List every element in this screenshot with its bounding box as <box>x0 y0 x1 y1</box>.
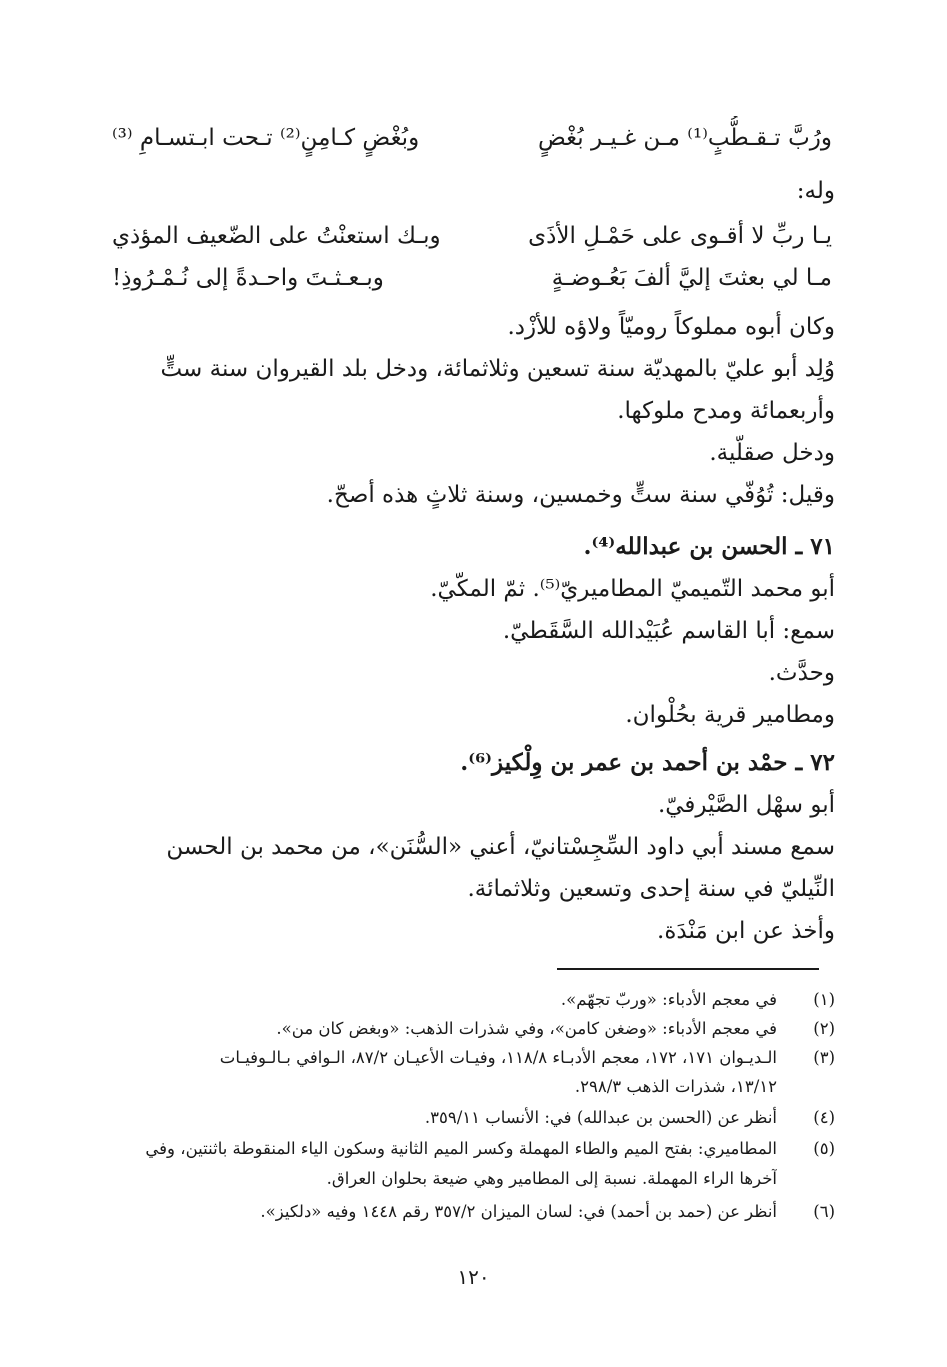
paragraph-line: وأربعمائة ومدح ملوكها. <box>617 398 835 424</box>
paragraph-line: النِّيليّ في سنة إحدى وتسعين وثلاثمائة. <box>467 876 835 902</box>
footnote-text: أنظر عن (حمد بن أحمد) في: لسان الميزان ٣٥٧/٢ رقم ١٤٤٨ وفيه «دلكيز». <box>260 1202 777 1221</box>
paragraph-line: أبو سهْل الصَّيْرفيّ. <box>657 792 835 818</box>
footnote-text: الـديـوان ١٧١، ١٧٢، معجم الأدبـاء ١١٨/٨، وفيـات الأعيـان ٨٧/٢، الـوافي بـالـوفيـات <box>219 1048 777 1067</box>
footnote-number: (٥) <box>813 1139 835 1158</box>
footnote-text: المطاميري: بفتح الميم والطاء المهملة وكسر الميم الثانية وسكون الياء المنقوطة باثنتين، وفي <box>145 1139 777 1158</box>
entry-heading-72: ٧٢ ـ حمْد بن أحمد بن عمر بن وِلْكيز⁽⁶⁾. <box>460 749 835 776</box>
paragraph-line: وأخذ عن ابن مَنْدَة. <box>657 918 835 944</box>
paragraph-line: سمع مسند أبي داود السِّجِسْتانيّ، أعني «السُّنَن»، من محمد بن الحسن <box>166 834 835 860</box>
footnote-text: آخرها الراء المهملة. نسبة إلى المطامير وهي ضيعة بحلوان العراق. <box>326 1169 777 1188</box>
footnote-number: (١) <box>813 990 835 1009</box>
verse-line <box>112 256 832 300</box>
page-number: ١٢٠ <box>457 1265 490 1289</box>
verse-second-hemistich: وبـعـثـتَ واحـدةً إلى نُـمْـرُوذِ! <box>112 265 384 291</box>
verse-second-hemistich: وبُغْضٍ كـامِنٍ⁽²⁾ تـحت ابـتسـامِ ⁽³⁾ <box>112 125 420 151</box>
footnote-number: (٦) <box>813 1202 835 1221</box>
footnote-text: في معجم الأدباء: «وضغن كامن»، وفي شذرات الذهب: «وبغض كان من». <box>276 1019 777 1038</box>
paragraph-line: وكان أبوه مملوكاً روميّاً ولاؤه للأزْد. <box>507 314 835 340</box>
verse-intro: وله: <box>796 178 835 204</box>
verse-line <box>112 116 832 160</box>
paragraph-line: وحدَّث. <box>768 660 835 686</box>
verse-second-hemistich: وبـك استعنْتُ على الضّعيف المؤذي <box>112 223 441 249</box>
footnote-number: (٤) <box>813 1108 835 1127</box>
footnote-number: (٣) <box>813 1048 835 1067</box>
footnote-text: أنظر عن (الحسن بن عبدالله) في: الأنساب ٣٥٩/١١. <box>424 1108 777 1127</box>
verse-first-hemistich: مـا لي بعثتَ إليَّ ألفَ بَعُـوضـةٍ <box>551 265 832 291</box>
verse-first-hemistich: ورُبَّ تـقـطُّبٍ⁽¹⁾ مـن غـيـر بُغْضٍ <box>538 125 832 151</box>
footnote-text: في معجم الأدباء: «وربّ تجهّم». <box>560 990 777 1009</box>
paragraph-line: ومطامير قرية بحُلْوان. <box>625 702 835 728</box>
entry-heading-71: ٧١ ـ الحسن بن عبدالله⁽⁴⁾. <box>583 533 835 560</box>
verse-first-hemistich: يـا ربِّ لا أقـوى على حَمْـلِ الأذَى <box>528 223 832 249</box>
footnote-text: ١٣/١٢، شذرات الذهب ٢٩٨/٣. <box>574 1077 777 1096</box>
paragraph-line: سمع: أبا القاسم عُبَيْدالله السَّقَطيّ. <box>502 618 835 644</box>
footnote-number: (٢) <box>813 1019 835 1038</box>
paragraph-line: وُلِد أبو عليّ بالمهديّة سنة تسعين وثلاثمائة، ودخل بلد القيروان سنة ستٍّ <box>160 356 835 382</box>
paragraph-line: أبو محمد التّميميّ المطاميريّ⁽⁵⁾. ثمّ المكّيّ. <box>430 576 835 602</box>
paragraph-line: وقيل: تُوُفّي سنة ستٍّ وخمسين، وسنة ثلاثٍ هذه أصحّ. <box>326 482 835 508</box>
verse-line <box>112 214 832 258</box>
paragraph-line: ودخل صقلّية. <box>709 440 835 466</box>
footnote-divider <box>557 968 819 970</box>
